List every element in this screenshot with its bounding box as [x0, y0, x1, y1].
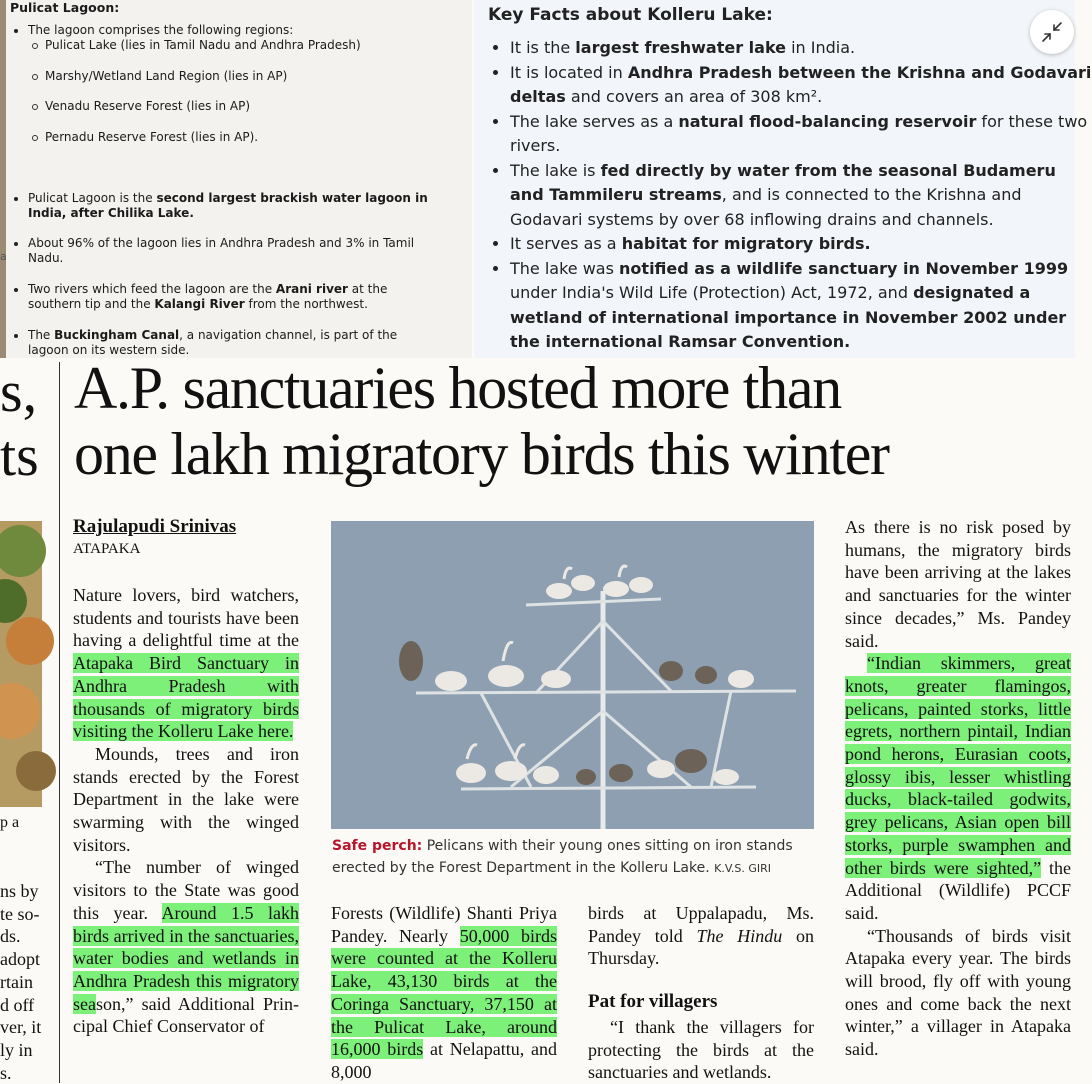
paragraph: birds at Uppalapadu, Ms. Pandey told The Hindu on Thursday. — [588, 903, 814, 969]
prev-caption-fragment: p a — [0, 814, 20, 831]
paragraph: Nature lovers, bird watchers, students and tourists have been having a delightful time at the Atapaka Bird Sanctuary in Andhra Pradesh with thousands of migratory birds visiting the Kolleru Lake here. — [73, 585, 299, 742]
pulicat-fact-1: Pulicat Lagoon is the second largest brackish water lagoon in India, after Chilika Lake. — [28, 191, 428, 220]
byline: Rajulapudi Srinivas — [73, 516, 237, 537]
highlight: 50,000 birds were counted at the Kolleru Lake, 43,130 birds at the Coringa Sanctuary, 37,150 at the Pulicat Lake, around 16,000 birds — [331, 925, 557, 1060]
kolleru-fact: • It serves as a habitat for migratory birds. — [510, 232, 1092, 257]
adjacent-story-photo — [0, 521, 42, 807]
prev-headline-fragment: ts — [0, 423, 39, 488]
kolleru-fact: • The lake was notified as a wildlife sanctuary in November 1999 under India's Wild Life (Protection) Act, 1972, and designated a wetland of international importance in November 2002 under the international Ramsar Convention. — [510, 257, 1092, 355]
subheading: Pat for villagers — [588, 991, 718, 1012]
dateline: ATAPAKA — [73, 541, 141, 557]
pelicans-photo — [331, 521, 814, 829]
article-column-1 — [73, 584, 299, 1038]
paragraph: “Indian skimmers, great knots, greater flamingos, pelicans, painted storks, little egrets, northern pintail, Indian pond herons, Eurasian coots, glossy ibis, lesser whistling ducks, black-tailed godwits, grey pelicans, Asian open bill storks, purple swamphen and other birds were sighted,” the Additional (Wildlife) PCCF said. — [845, 653, 1071, 923]
pulicat-region-4: Pernadu Reserve Forest (lies in AP). — [45, 130, 259, 144]
paragraph: As there is no risk posed by humans, the migratory birds have been arriving at the lakes and sanctuaries for the winter since decades,” Ms. Pandey said. — [845, 517, 1071, 651]
pulicat-region-3: Venadu Reserve Forest (lies in AP) — [45, 99, 251, 113]
pelicans-on-stand-image — [331, 521, 814, 829]
article-column-4 — [845, 516, 1071, 1061]
article-column-3 — [588, 902, 814, 970]
headline-line-1: A.P. sanctuaries hosted more than — [74, 355, 841, 421]
prev-column-fragment: ns by te so- ds. adopt rtain d off ver, it ly in s. — [0, 881, 42, 1083]
foliage-image — [0, 521, 42, 807]
column-rule — [59, 362, 60, 1083]
kolleru-fact-list — [488, 36, 1092, 355]
pulicat-notes-panel — [0, 0, 472, 358]
prev-headline-fragment: s, — [0, 359, 38, 424]
article-column-2 — [331, 902, 557, 1084]
pulicat-fact-2: About 96% of the lagoon lies in Andhra Pradesh and 3% in Tamil Nadu. — [28, 236, 415, 265]
margin-mark: a — [0, 250, 7, 263]
pulicat-region-1: Pulicat Lake (lies in Tamil Nadu and Andhra Pradesh) — [45, 38, 361, 52]
highlight: Around 1.5 lakh birds arrived in the sanctuaries, water bodies and wetlands in Andhra Pradesh this migratory sea — [73, 902, 300, 1014]
photo-caption: Safe perch: Pelicans with their young ones sitting on iron stands erected by the Forest Department in the Kolleru Lake. K.V.S. GIRI — [332, 838, 793, 876]
kolleru-fact: • The lake serves as a natural flood-balancing reservoir for these two rivers. — [510, 110, 1092, 159]
photo-edge-strip — [0, 0, 6, 358]
highlight: Atapaka Bird Sanctuary in Andhra Pradesh with thousands of migratory birds visiting the Kolleru Lake here. — [73, 653, 299, 742]
paragraph: “The number of winged visitors to the State was good this year. Around 1.5 lakh birds arrived in the sanctuaries, water bodies and wetlands in Andhra Pradesh this migratory season,” said Additional Principal Chief Conservator of — [73, 857, 300, 1037]
article-column-3-cont — [588, 1016, 814, 1084]
pulicat-fact-3: Two rivers which feed the lagoon are the Arani river at the southern tip and the Kalangi River from the northwest. — [28, 282, 388, 311]
kolleru-fact: • It is the largest freshwater lake in India. — [510, 36, 1092, 61]
pulicat-title: Pulicat Lagoon: — [10, 0, 120, 15]
pulicat-region-2: Marshy/Wetland Land Region (lies in AP) — [45, 69, 288, 83]
kolleru-title: Key Facts about Kolleru Lake: — [488, 5, 773, 25]
kolleru-fact: • The lake is fed directly by water from the seasonal Budameru and Tammileru streams, and is connected to the Krishna and Godavari systems by over 68 inflowing drains and channels. — [510, 159, 1092, 233]
highlight: “Indian skimmers, great knots, greater flamingos, pelicans, painted storks, little egrets, northern pintail, Indian pond herons, Eurasian coots, glossy ibis, lesser whistling ducks, black-tailed godwits, grey pelicans, Asian open bill storks, purple swamphen and other birds were sighted,” — [845, 653, 1071, 878]
paragraph: Forests (Wildlife) Shanti Priya Pandey. Nearly 50,000 birds were counted at the Kolleru Lake, 43,130 birds at the Coringa Sanctuary, 37,150 at the Pulicat Lake, around 16,000 birds at Nelapattu, and 8,000 — [331, 903, 557, 1082]
kolleru-fact: • It is located in Andhra Pradesh between the Krishna and Godavari deltas and covers an area of 308 km². — [510, 61, 1092, 110]
kolleru-facts-card — [474, 0, 1092, 358]
headline-line-2: one lakh migratory birds this winter — [74, 421, 889, 487]
paragraph: “I thank the villagers for protecting the birds at the sanctuaries and wetlands. — [588, 1017, 814, 1083]
pulicat-intro: The lagoon comprises the following regions: — [28, 23, 294, 37]
pulicat-fact-4: The Buckingham Canal, a navigation channel, is part of the lagoon on its western side. — [28, 328, 398, 357]
paragraph: Mounds, trees and iron stands erected by the Forest Department in the lake were swarming with the winged visitors. — [73, 743, 299, 855]
paragraph: “Thousands of birds visit Atapaka every year. The birds will brood, fly off with young ones and come back the next winter,” a villager in Atapaka said. — [845, 925, 1071, 1060]
